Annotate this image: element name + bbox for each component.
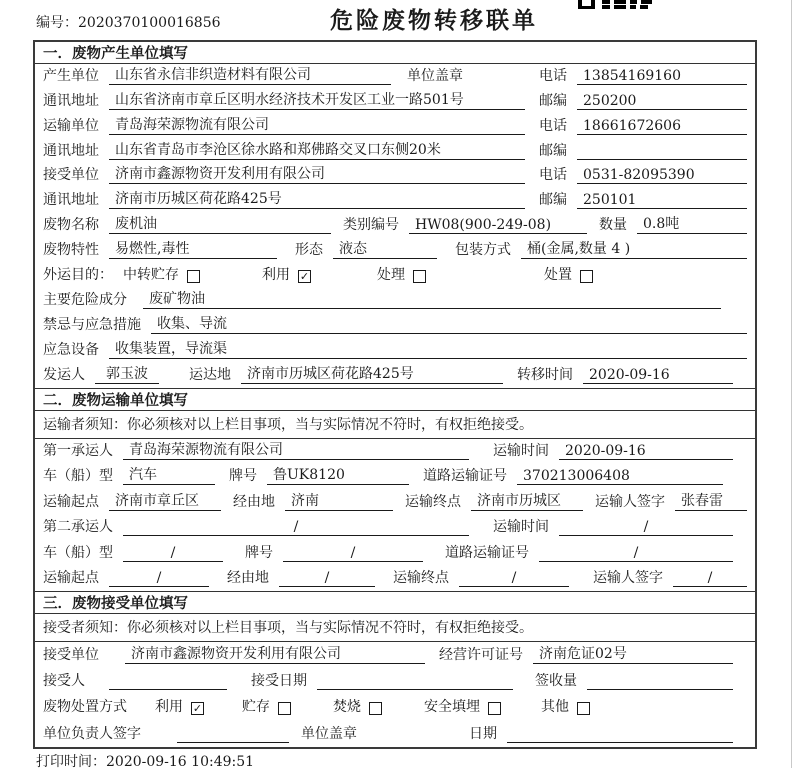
page-title: 危险废物转移联单 xyxy=(330,7,538,33)
receiver-row xyxy=(35,164,755,189)
checkbox-icon xyxy=(278,702,291,715)
origin1-label: 运输起点 xyxy=(43,493,99,510)
carrier2-label: 第二承运人 xyxy=(43,519,113,536)
purpose-label: 外运目的： xyxy=(43,267,113,284)
hazard-row xyxy=(35,288,755,313)
via2-label: 经由地 xyxy=(227,569,269,586)
waste-name-row xyxy=(35,213,755,238)
transporter-address-row xyxy=(35,139,755,164)
taboo-value: 收集、导流 xyxy=(151,313,747,334)
receiver-value: 济南市鑫源物资开发利用有限公司 xyxy=(109,163,525,184)
end1-label: 运输终点 xyxy=(405,493,461,510)
producer-address-row xyxy=(35,89,755,114)
zip2-value xyxy=(577,143,747,160)
route2-row xyxy=(35,566,755,591)
checkbox-icon xyxy=(187,270,200,283)
dest-label: 运达地 xyxy=(189,366,231,383)
packing-value: 桶(金属,数量 4 ) xyxy=(521,238,747,259)
form-label: 形态 xyxy=(295,242,323,259)
option-label: 其他 xyxy=(541,699,569,716)
producer-value: 山东省永信非织造材料有限公司 xyxy=(109,64,391,85)
checkbox-checked-icon: ✓ xyxy=(299,270,310,284)
disposal-label: 废物处置方式 xyxy=(43,699,127,716)
end2-label: 运输终点 xyxy=(393,569,449,586)
zip2-label: 邮编 xyxy=(539,142,567,159)
phone2-label: 电话 xyxy=(539,117,567,134)
origin2-value: / xyxy=(109,570,209,587)
qty-value: 0.8吨 xyxy=(637,213,747,234)
license-label: 经营许可证号 xyxy=(439,647,523,664)
producer-label: 产生单位 xyxy=(43,67,99,84)
addr1-value: 山东省济南市章丘区明水经济技术开发区工业一路501号 xyxy=(109,89,525,110)
print-time xyxy=(36,751,254,768)
section1-body xyxy=(35,64,755,388)
purpose-option-dispose xyxy=(544,264,593,284)
time2-value: / xyxy=(559,519,733,536)
via1-label: 经由地 xyxy=(233,493,275,510)
character-label: 废物特性 xyxy=(43,242,99,259)
qty-label: 数量 xyxy=(599,217,627,234)
phone2-value: 18661672606 xyxy=(577,118,747,135)
waste-name-label: 废物名称 xyxy=(43,217,99,234)
accept-unit-value: 济南市鑫源物资开发利用有限公司 xyxy=(125,643,425,664)
waste-name-value: 废机油 xyxy=(109,213,331,234)
vehicle1-row xyxy=(35,464,755,489)
scan-page-edge xyxy=(791,0,792,768)
time1-value: 2020-09-16 xyxy=(559,443,733,460)
via1-value: 济南 xyxy=(285,490,393,511)
qr-code-partial-icon xyxy=(578,0,652,10)
phone1-label: 电话 xyxy=(539,67,567,84)
zip1-value: 250200 xyxy=(577,93,747,110)
purpose-option-storage xyxy=(123,264,200,284)
accept-unit-label: 接受单位 xyxy=(43,647,99,664)
head-sign-row xyxy=(35,720,755,746)
phone1-value: 13854169160 xyxy=(577,68,747,85)
section2-header: 二．废物运输单位填写 xyxy=(35,388,755,411)
transporter-label: 运输单位 xyxy=(43,117,99,134)
phone3-value: 0531-82095390 xyxy=(577,167,747,184)
checkbox-icon xyxy=(577,702,590,715)
time2-label: 运输时间 xyxy=(493,519,549,536)
addr3-label: 通讯地址 xyxy=(43,192,99,209)
receiver-address-row xyxy=(35,188,755,213)
route1-row xyxy=(35,489,755,514)
checkbox-icon xyxy=(580,270,593,283)
transfer-time-value: 2020-09-16 xyxy=(583,367,733,384)
zip3-label: 邮编 xyxy=(539,192,567,209)
option-label: 贮存 xyxy=(242,699,270,716)
transporter-row xyxy=(35,114,755,139)
end2-value: / xyxy=(459,570,569,587)
form-value: 液态 xyxy=(333,238,437,259)
date-value xyxy=(507,726,733,743)
acceptor-row xyxy=(35,668,755,694)
character-value: 易燃性,毒性 xyxy=(109,238,277,259)
packing-label: 包装方式 xyxy=(455,242,511,259)
checkbox-icon xyxy=(369,702,382,715)
print-time-value: 2020-09-16 10:49:51 xyxy=(106,754,255,768)
accept-date-value xyxy=(317,673,513,690)
section3-header: 三．废物接受单位填写 xyxy=(35,591,755,614)
via2-value: / xyxy=(279,570,375,587)
disposal-row xyxy=(35,694,755,720)
equipment-label: 应急设备 xyxy=(43,341,99,358)
shipper-value: 郭玉波 xyxy=(95,363,159,384)
option-label: 焚烧 xyxy=(333,699,361,716)
acceptor-label: 接受人 xyxy=(43,673,85,690)
receiver-label: 接受单位 xyxy=(43,167,99,184)
document-header xyxy=(0,0,796,40)
disposal-option-other xyxy=(541,696,590,716)
end1-value: 济南市历城区 xyxy=(471,490,583,511)
option-label: 中转贮存 xyxy=(123,267,179,284)
zip3-value: 250101 xyxy=(577,192,747,209)
shipper-label: 发运人 xyxy=(43,366,85,383)
head-sign-value xyxy=(177,726,289,743)
transporter-notice: 运输者须知：你必须核对以上栏目事项，当与实际情况不符时，有权拒绝接受。 xyxy=(35,411,755,439)
acceptor-value xyxy=(109,673,227,690)
checkbox-checked-icon: ✓ xyxy=(192,702,203,716)
section2-body xyxy=(35,439,755,591)
taboo-label: 禁忌与应急措施 xyxy=(43,316,141,333)
category-value: HW08(900-249-08) xyxy=(409,217,587,234)
plate1-label: 牌号 xyxy=(229,468,257,485)
unit-seal-label: 单位盖章 xyxy=(301,725,357,742)
carrier1-value: 青岛海荣源物流有限公司 xyxy=(123,439,469,460)
hazard-label: 主要危险成分 xyxy=(43,291,127,308)
license1-value: 370213006408 xyxy=(517,468,723,485)
transfer-time-label: 转移时间 xyxy=(517,366,573,383)
checkbox-icon xyxy=(488,702,501,715)
hazard-value: 废矿物油 xyxy=(143,288,721,309)
disposal-option-use xyxy=(155,696,204,716)
vehicle1-label: 车（船）型 xyxy=(43,468,113,485)
transporter-value: 青岛海荣源物流有限公司 xyxy=(109,114,525,135)
head-sign-label: 单位负责人签字 xyxy=(43,725,141,742)
license2-label: 道路运输证号 xyxy=(445,544,529,561)
addr1-label: 通讯地址 xyxy=(43,92,99,109)
option-label: 处置 xyxy=(544,267,572,284)
carrier2-row xyxy=(35,515,755,540)
license2-value: / xyxy=(539,545,733,562)
serial-number xyxy=(36,12,221,32)
license1-label: 道路运输证号 xyxy=(423,468,507,485)
vehicle1-value: 汽车 xyxy=(123,464,215,485)
plate2-label: 牌号 xyxy=(245,544,273,561)
equipment-value: 收集装置，导流渠 xyxy=(109,338,747,359)
addr2-value: 山东省青岛市李沧区徐水路和郑佛路交叉口东侧20米 xyxy=(109,139,525,160)
section1-header: 一．废物产生单位填写 xyxy=(35,42,755,64)
option-label: 利用 xyxy=(155,699,183,716)
date-label: 日期 xyxy=(469,725,497,742)
receipt-qty-value xyxy=(587,673,733,690)
disposal-option-burn xyxy=(333,696,382,716)
option-label: 处理 xyxy=(377,267,405,284)
manifest-form xyxy=(33,40,757,749)
sign1-value: 张春雷 xyxy=(675,490,747,511)
equipment-row xyxy=(35,338,755,363)
disposal-option-landfill xyxy=(424,696,501,716)
shipper-row xyxy=(35,363,755,388)
vehicle2-value: / xyxy=(123,545,223,562)
category-label: 类别编号 xyxy=(343,217,399,234)
addr3-value: 济南市历城区荷花路425号 xyxy=(109,188,525,209)
serial-label: 编号： xyxy=(36,15,78,31)
sign1-label: 运输人签字 xyxy=(595,493,665,510)
accept-date-label: 接受日期 xyxy=(251,673,307,690)
option-label: 利用 xyxy=(262,267,290,284)
purpose-option-treat xyxy=(377,264,426,284)
time1-label: 运输时间 xyxy=(493,442,549,459)
carrier1-row xyxy=(35,439,755,464)
disposal-option-storage xyxy=(242,696,291,716)
option-label: 安全填埋 xyxy=(424,699,480,716)
seal-label: 单位盖章 xyxy=(407,67,463,84)
carrier1-label: 第一承运人 xyxy=(43,442,113,459)
sign2-label: 运输人签字 xyxy=(593,569,663,586)
producer-row xyxy=(35,64,755,89)
phone3-label: 电话 xyxy=(539,167,567,184)
origin1-value: 济南市章丘区 xyxy=(109,490,221,511)
purpose-option-use xyxy=(262,264,311,284)
receiver-notice: 接受者须知：你必须核对以上栏目事项，当与实际情况不符时，有权拒绝接受。 xyxy=(35,614,755,642)
purpose-row xyxy=(35,263,755,288)
plate1-value: 鲁UK8120 xyxy=(267,464,409,485)
accept-unit-row xyxy=(35,642,755,668)
vehicle2-row xyxy=(35,540,755,565)
checkbox-icon xyxy=(413,270,426,283)
origin2-label: 运输起点 xyxy=(43,569,99,586)
carrier2-value: / xyxy=(123,519,469,536)
dest-value: 济南市历城区荷花路425号 xyxy=(241,363,503,384)
plate2-value: / xyxy=(283,545,423,562)
vehicle2-label: 车（船）型 xyxy=(43,544,113,561)
receipt-qty-label: 签收量 xyxy=(535,673,577,690)
serial-value: 2020370100016856 xyxy=(78,15,221,31)
addr2-label: 通讯地址 xyxy=(43,142,99,159)
zip1-label: 邮编 xyxy=(539,92,567,109)
waste-character-row xyxy=(35,238,755,263)
print-time-label: 打印时间： xyxy=(36,754,106,768)
taboo-row xyxy=(35,313,755,338)
section3-body xyxy=(35,642,755,747)
license-value: 济南危证02号 xyxy=(533,643,733,664)
sign2-value: / xyxy=(673,570,747,587)
